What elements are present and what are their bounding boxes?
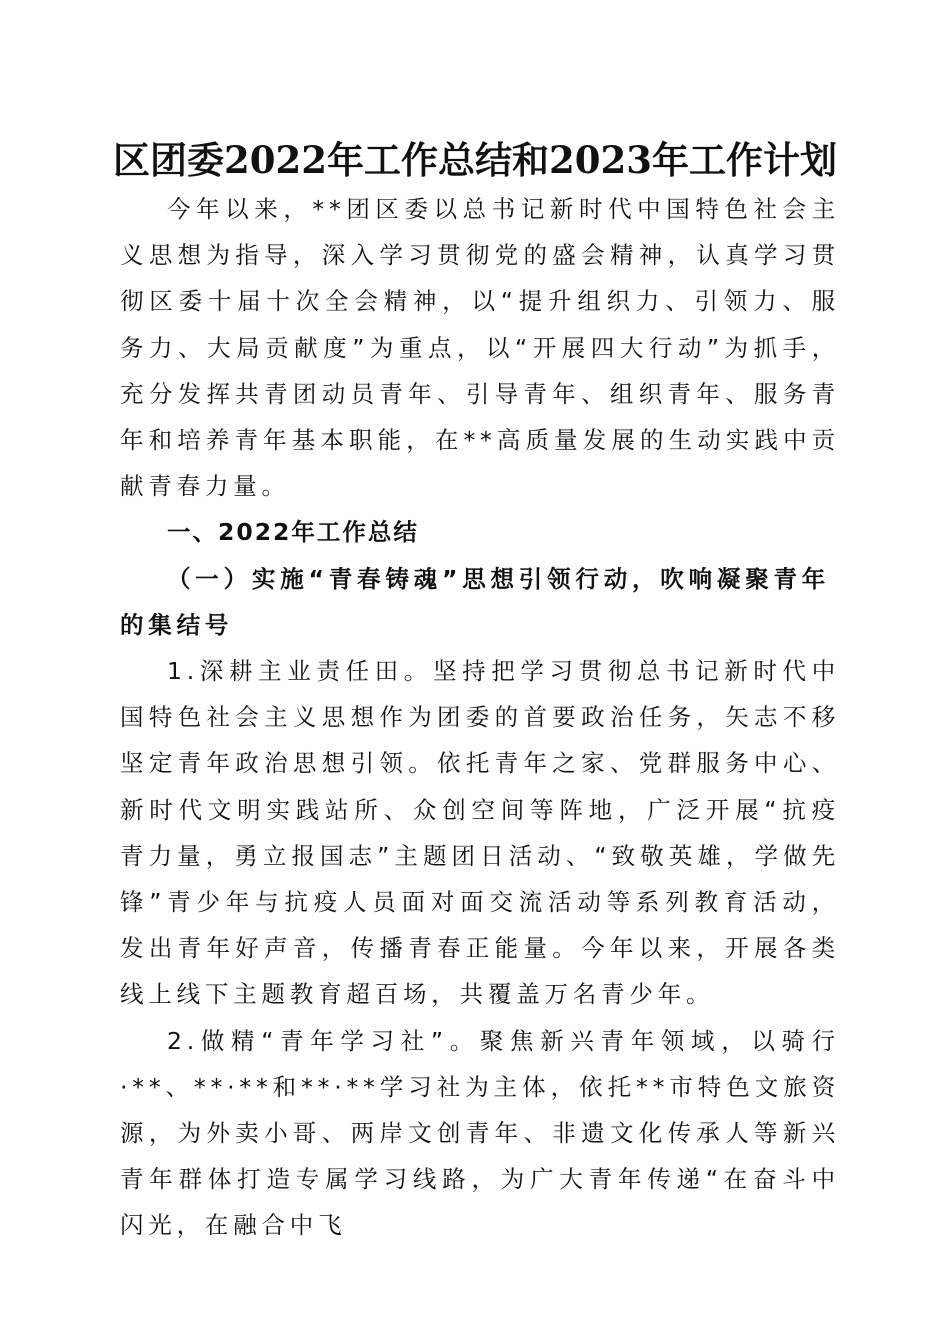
document-body [120,186,840,1249]
item-paragraph-2: 2.做精“青年学习社”。聚焦新兴青年领域，以骑行·**、**·**和**·**学习社为主体，依托**市特色文旅资源，为外卖小哥、两岸文创青年、非遗文化传承人等新兴青年群体打造专属学习线路，为广大青年传递“在奋斗中闪光，在融合中飞 [120,1026,840,1240]
document-title: 区团委2022年工作总结和2023年工作计划 [113,138,837,182]
subsection-heading: （一）实施“青春铸魂”思想引领行动，吹响凝聚青年的集结号 [120,564,831,639]
section-heading: 一、2022年工作总结 [167,518,419,547]
item-paragraph-1: 1.深耕主业责任田。坚持把学习贯彻总书记新时代中国特色社会主义思想作为团委的首要政治任务，矢志不移坚定青年政治思想引领。依托青年之家、党群服务中心、新时代文明实践站所、众创空间等阵地，广泛开展“抗疫青力量，勇立报国志”主题团日活动、“致敬英雄，学做先锋”青少年与抗疫人员面对面交流活动等系列教育活动，发出青年好声音，传播青春正能量。今年以来，开展各类线上线下主题教育超百场，共覆盖万名青少年。 [120,657,840,1009]
intro-paragraph: 今年以来，**团区委以总书记新时代中国特色社会主义思想为指导，深入学习贯彻党的盛会精神，认真学习贯彻区委十届十次全会精神，以“提升组织力、引领力、服务力、大局贡献度”为重点，以“开展四大行动”为抓手，充分发挥共青团动员青年、引导青年、组织青年、服务青年和培养青年基本职能，在**高质量发展的生动实践中贡献青春力量。 [120,195,840,501]
